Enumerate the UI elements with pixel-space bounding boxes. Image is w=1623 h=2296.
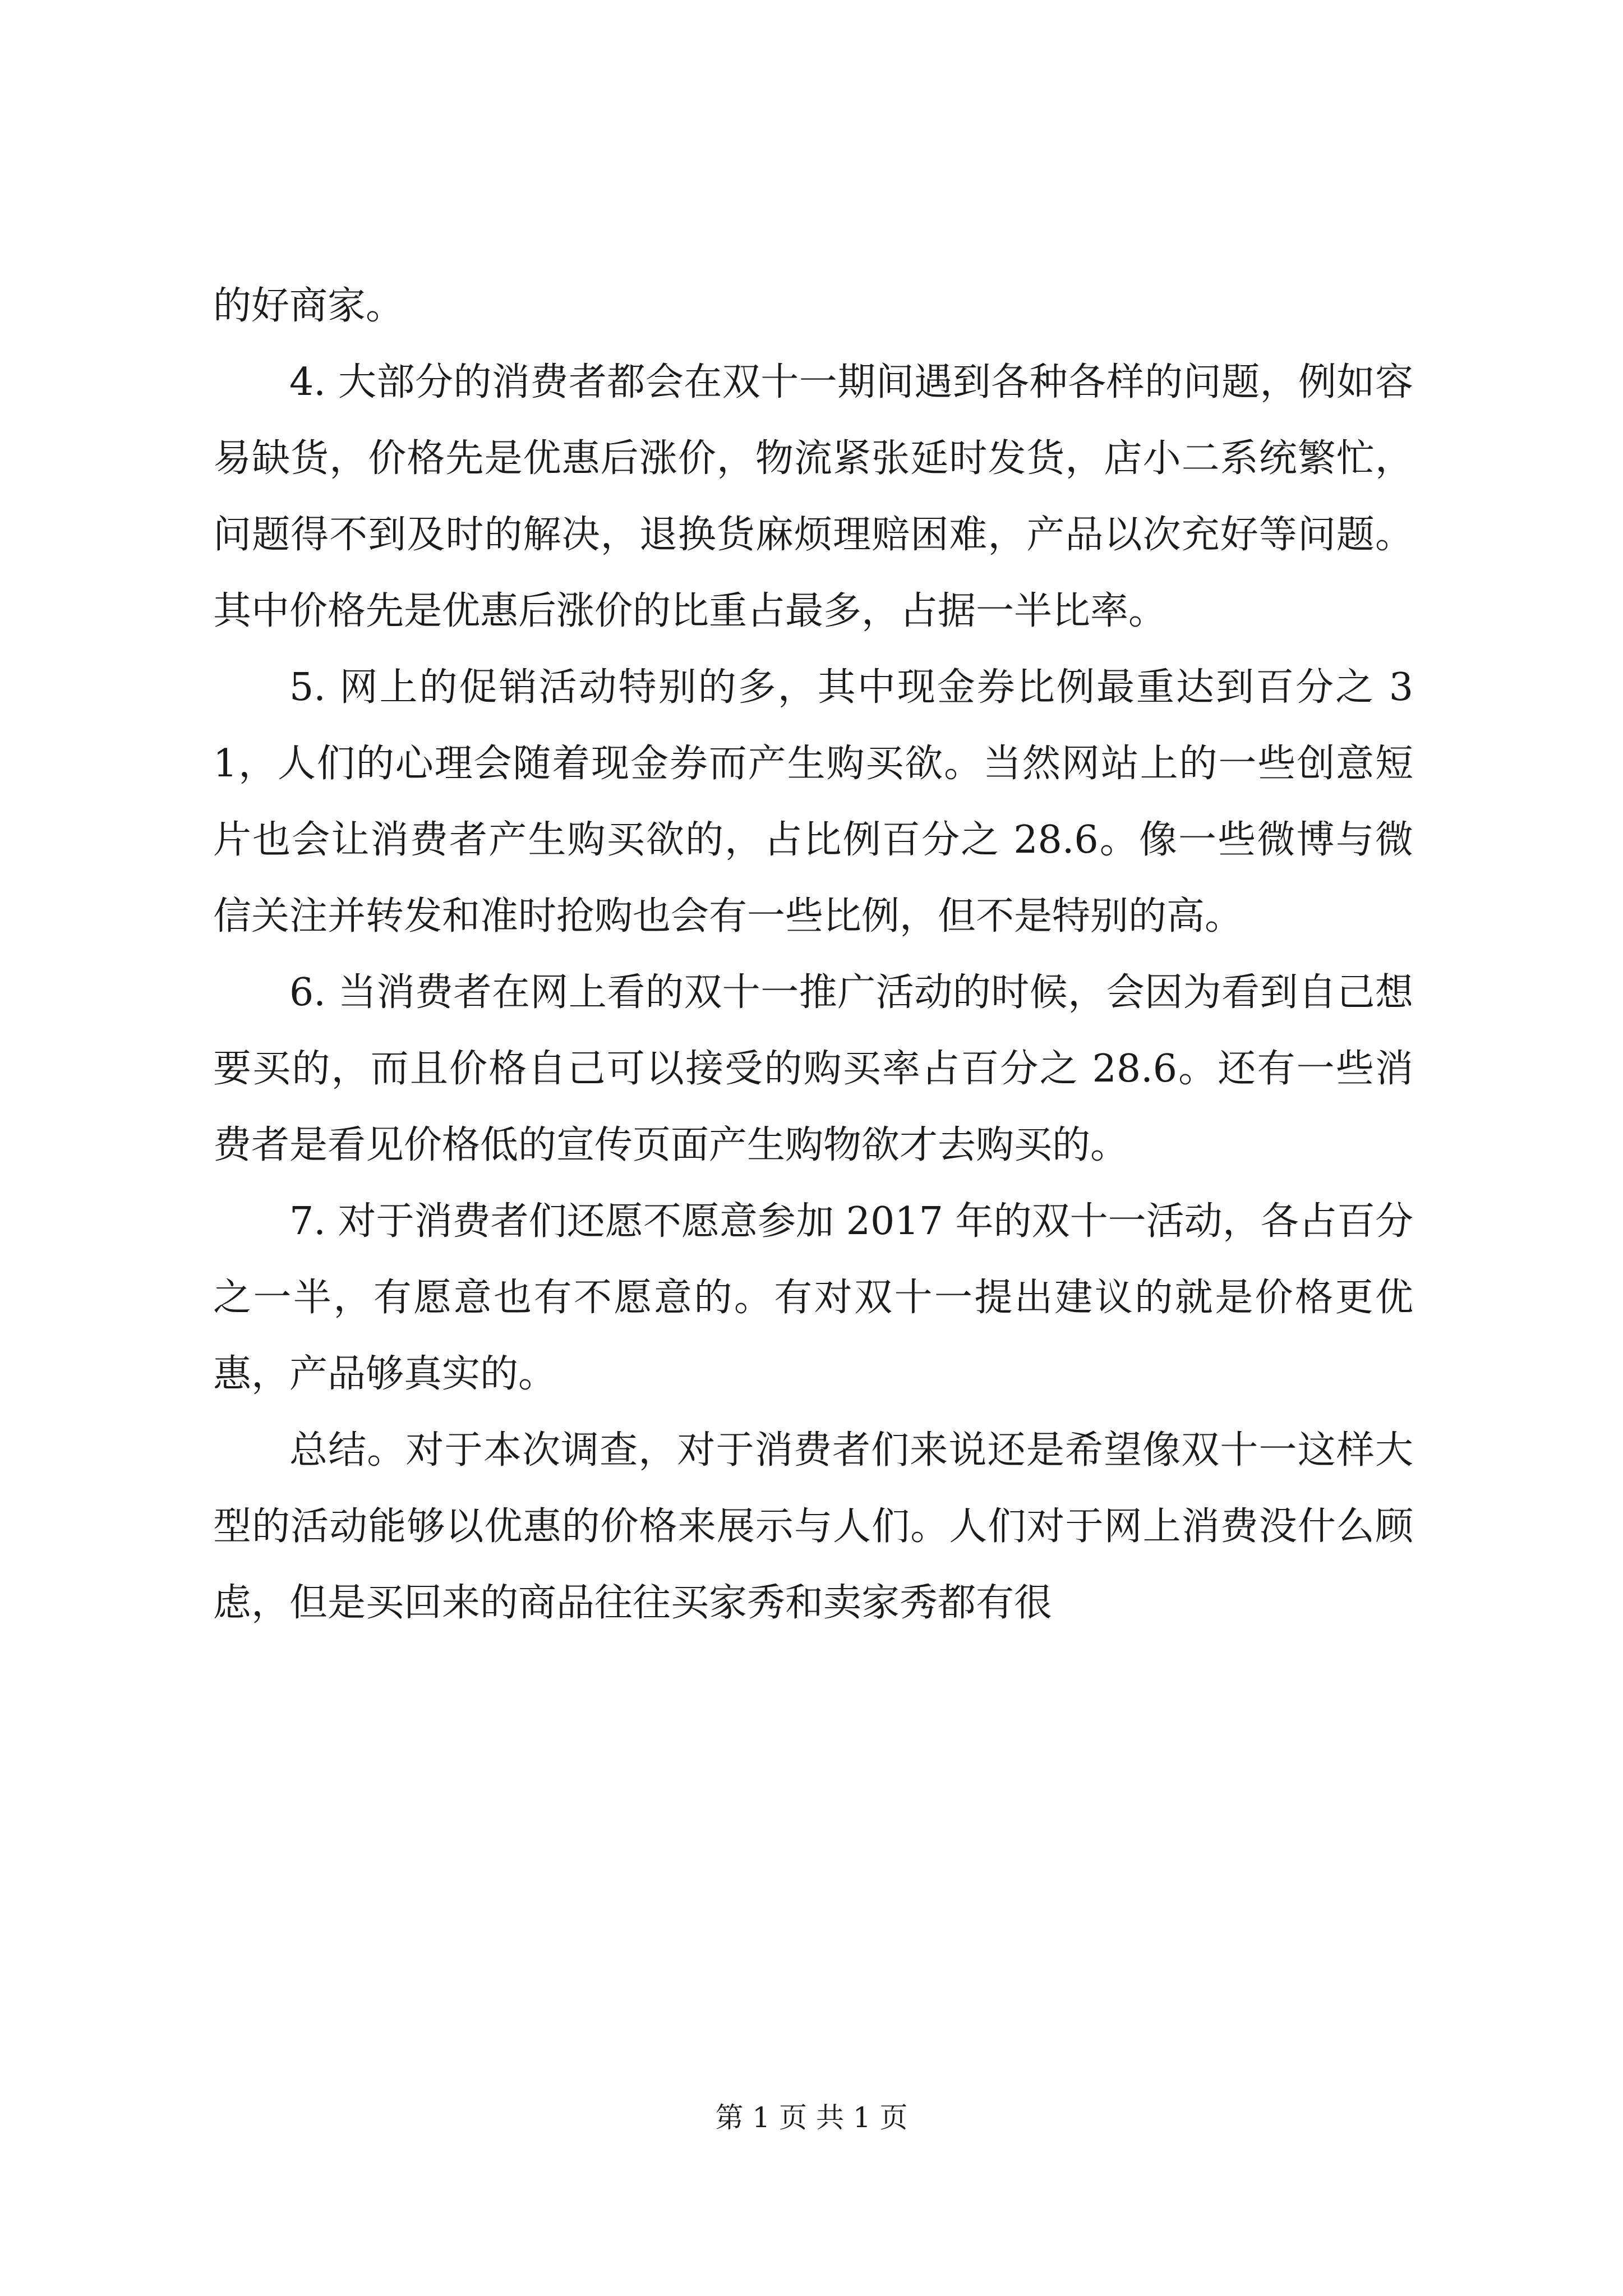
paragraph-continuation: 的好商家。 (213, 284, 404, 328)
paragraph-item-4: 4. 大部分的消费者都会在双十一期间遇到各种各样的问题，例如容易缺货，价格先是优惠后涨价，物流紧张延时发货，店小二系统繁忙，问题得不到及时的解决，退换货麻烦理赔困难，产品以次充好等问题。其中价格先是优惠后涨价的比重占最多，占据一半比率。 (213, 360, 1413, 633)
paragraph-item-6: 6. 当消费者在网上看的双十一推广活动的时候，会因为看到自己想要买的，而且价格自己可以接受的购买率占百分之 28.6。还有一些消费者是看见价格低的宣传页面产生购物欲才去购买的。 (213, 970, 1413, 1167)
paragraph-summary: 总结。对于本次调查，对于消费者们来说还是希望像双十一这样大型的活动能够以优惠的价格来展示与人们。人们对于网上消费没什么顾虑，但是买回来的商品往往买家秀和卖家秀都有很 (213, 1428, 1413, 1625)
document-body (213, 268, 1413, 1641)
page-footer: 第 1 页 共 1 页 (715, 2101, 908, 2134)
paragraph-item-7: 7. 对于消费者们还愿不愿意参加 2017 年的双十一活动，各占百分之一半，有愿意也有不愿意的。有对双十一提出建议的就是价格更优惠，产品够真实的。 (213, 1199, 1413, 1396)
paragraph-item-5: 5. 网上的促销活动特别的多，其中现金券比例最重达到百分之 31，人们的心理会随着现金券而产生购买欲。当然网站上的一些创意短片也会让消费者产生购买欲的，占比例百分之 28.6。像一些微博与微信关注并转发和准时抢购也会有一些比例，但不是特别的高。 (213, 665, 1414, 938)
